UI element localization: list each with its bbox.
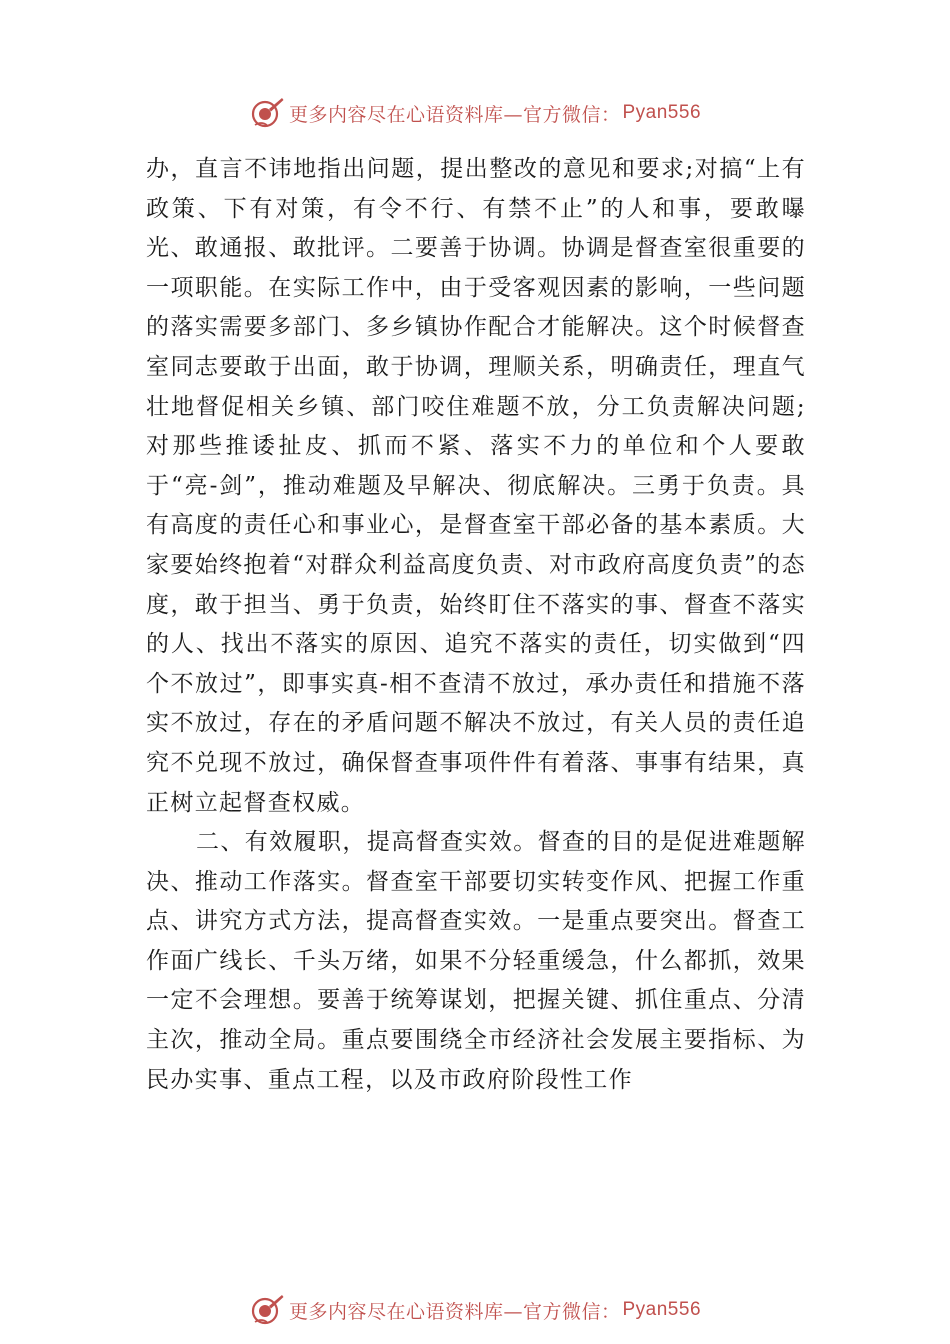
document-body (146, 150, 806, 1100)
footer-text: 更多内容尽在心语资料库—官方微信： (288, 1300, 621, 1323)
header-text: 更多内容尽在心语资料库—官方微信： (288, 103, 621, 126)
pen-seal-logo-icon (249, 95, 285, 131)
paragraph-1: 办，直言不讳地指出问题，提出整改的意见和要求;对搞“上有政策、下有对策，有令不行、有禁不止”的人和事，要敢曝光、敢通报、敢批评。二要善于协调。协调是督查室很重要的一项职能。在实际工作中，由于受客观因素的影响，一些问题的落实需要多部门、多乡镇协作配合才能解决。这个时候督查室同志要敢于出面，敢于协调，理顺关系，明确责任，理直气壮地督促相关乡镇、部门咬住难题不放，分工负责解决问题;对那些推诿扯皮、抓而不紧、落实不力的单位和个人要敢于“亮-剑”，推动难题及早解决、彻底解决。三勇于负责。具有高度的责任心和事业心，是督查室干部必备的基本素质。大家要始终抱着“对群众利益高度负责、对市政府高度负责”的态度，敢于担当、勇于负责，始终盯住不落实的事、督查不落实的人、找出不落实的原因、追究不落实的责任，切实做到“四个不放过”，即事实真-相不查清不放过，承办责任和措施不落实不放过，存在的矛盾问题不解决不放过，有关人员的责任追究不兑现不放过，确保督查事项件件有着落、事事有结果，真正树立起督查权威。 (146, 156, 806, 816)
footer-handle: Pyan556 (622, 1299, 702, 1320)
pen-seal-logo-icon (249, 1292, 285, 1328)
header-banner (0, 93, 950, 133)
paragraph-2: 二、有效履职，提高督查实效。督查的目的是促进难题解决、推动工作落实。督查室干部要切实转变作风、把握工作重点、讲究方式方法，提高督查实效。一是重点要突出。督查工作面广线长、千头万绪，如果不分轻重缓急，什么都抓，效果一定不会理想。要善于统筹谋划，把握关键、抓住重点、分清主次，推动全局。重点要围绕全市经济社会发展主要指标、为民办实事、重点工程，以及市政府阶段性工作 (146, 829, 806, 1093)
header-handle: Pyan556 (622, 102, 702, 123)
footer-banner (0, 1290, 950, 1330)
